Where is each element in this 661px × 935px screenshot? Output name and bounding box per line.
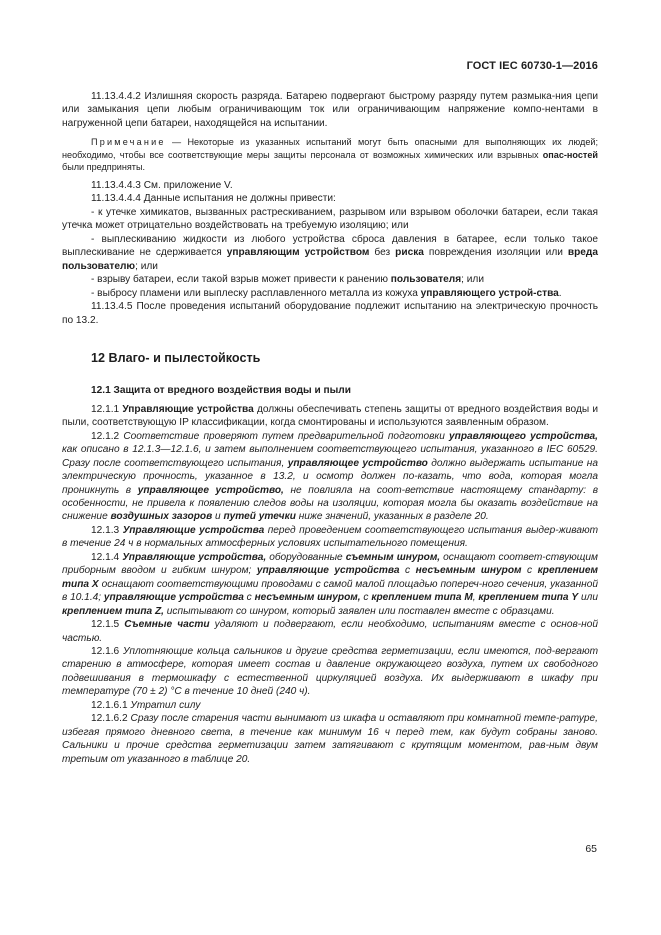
paragraph-12-1-6-1: 12.1.6.1 Утратил силу (91, 699, 201, 711)
subsection-heading: 12.1 Защита от вредного воздействия воды и пыли (91, 385, 351, 397)
page-number: 65 (585, 843, 597, 855)
note-label: Примечание (91, 137, 166, 148)
standard-header: ГОСТ IEC 60730-1—2016 (466, 60, 598, 72)
section-heading: 12 Влаго- и пылестойкость (91, 350, 261, 365)
paragraph-12-1-1: 12.1.1 Управляющие устройства должны обеспечивать степень защиты от вредного воздействия воды и пыли, соответствующую IP классификации, когда смонтированы и используются заявленным образом. (62, 403, 598, 429)
paragraph-11-13-4-4-3: 11.13.4.4.3 См. приложение V. (91, 179, 233, 191)
list-item: - к утечке химикатов, вызванных растрескиванием, разрывом или взрывом оболочки батареи, если такая утечка может отрицательно воздействовать на требуемую изоляцию; или (62, 206, 598, 232)
note: Примечание — Некоторые из указанных испытаний могут быть опасными для выполняющих их людей; необходимо, чтобы все соответствующие меры защиты персонала от возможных химических или взрывных опас-ностей были предприняты. (62, 137, 598, 172)
list-item: - взрыву батареи, если такой взрыв может привести к ранению пользователя; или (91, 274, 484, 286)
paragraph-12-1-4: 12.1.4 Управляющие устройства, оборудованные съемным шнуром, оснащают соответ-ствующим приборным вводом и гибким шнуром; управляющие устройства с несъемным шнуром с креплением типа X оснащают соответствующими проводами с самой малой площадью попереч-ного сечения, указанной в 10.1.4; управляющие устройства с несъемным шнуром, с креплением типа M, креплением типа Y или креплением типа Z, испытывают со шнуром, который заявлен или поставлен вместе с образцами. (62, 551, 598, 617)
paragraph-12-1-3: 12.1.3 Управляющие устройства перед проведением соответствующего испытания выдер-живают в течение 24 ч в нормальных атмосферных условиях испытательного помещения. (62, 524, 599, 550)
paragraph-12-1-6-2: 12.1.6.2 Сразу после старения части вынимают из шкафа и оставляют при комнатной темпе-ратуре, избегая прямого дневного света, в течение как минимум 16 ч перед тем, как будут собраны заново. Сальники и прочие средства герметизации затем затягивают с крутящим моментом, рав-ным двум третьим от указанного в таблице 20. (62, 713, 598, 765)
paragraph-12-1-5: 12.1.5 Съемные части удаляют и подвергают, если необходимо, испытаниям вместе с основ-ной частью. (62, 619, 598, 644)
document-body (62, 90, 598, 766)
paragraph-11-13-4-4-4: 11.13.4.4.4 Данные испытания не должны привести: (91, 193, 336, 205)
list-item: - выбросу пламени или выплеску расплавленного металла из кожуха управляющего устрой-ства. (91, 287, 562, 299)
paragraph-11-13-4-5: 11.13.4.5 После проведения испытаний оборудование подлежит испытанию на электрическую прочность по 13.2. (62, 301, 598, 326)
list-item: - выплескиванию жидкости из любого устройства сброса давления в батарее, если только такое выплескивание не сдерживается управляющим устройством без риска повреждения изоляции или вреда пользователю; или (62, 233, 598, 272)
paragraph-12-1-2: 12.1.2 Соответствие проверяют путем предварительной подготовки управляющего устройства, как описано в 12.1.3—12.1.6, и затем выполнением соответствующего испытания, указанного в IEC 60529. Сразу после соответствующего испытания, управляющее устройство должно выдержать испытание на электрическую прочность, указанное в 13.2, и осмотр должен по-казать, что вода, которая могла проникнуть в управляющее устройство, не повлияла на соот-ветствие настоящему стандарту: в особенности, не привела к появлению следов воды на изоляции, которая могла бы оказать воздействие на снижение воздушных зазоров и путей утечки ниже значений, указанных в разделе 20. (62, 430, 599, 523)
paragraph-12-1-6: 12.1.6 Уплотняющие кольца сальников и другие средства герметизации, если имеются, под-вергают старению в атмосфере, которая имеет состав и давление окружающего воздуха, путем их свободного подвешивания в термошкафу с естественной циркуляцией воздуха. Их выдерживают в шкафу при температуре (70 ± 2) °С в течение 10 дней (240 ч). (62, 646, 599, 698)
paragraph-11-13-4-4-2: 11.13.4.4.2 Излишняя скорость разряда. Батарею подвергают быстрому разряду путем размыка-ния цепи или замыкания цепи любым ограничивающим ток или ограничивающим напряжение компо-нентами в нагруженной цепи батареи, находящейся на испытании. (62, 91, 598, 129)
